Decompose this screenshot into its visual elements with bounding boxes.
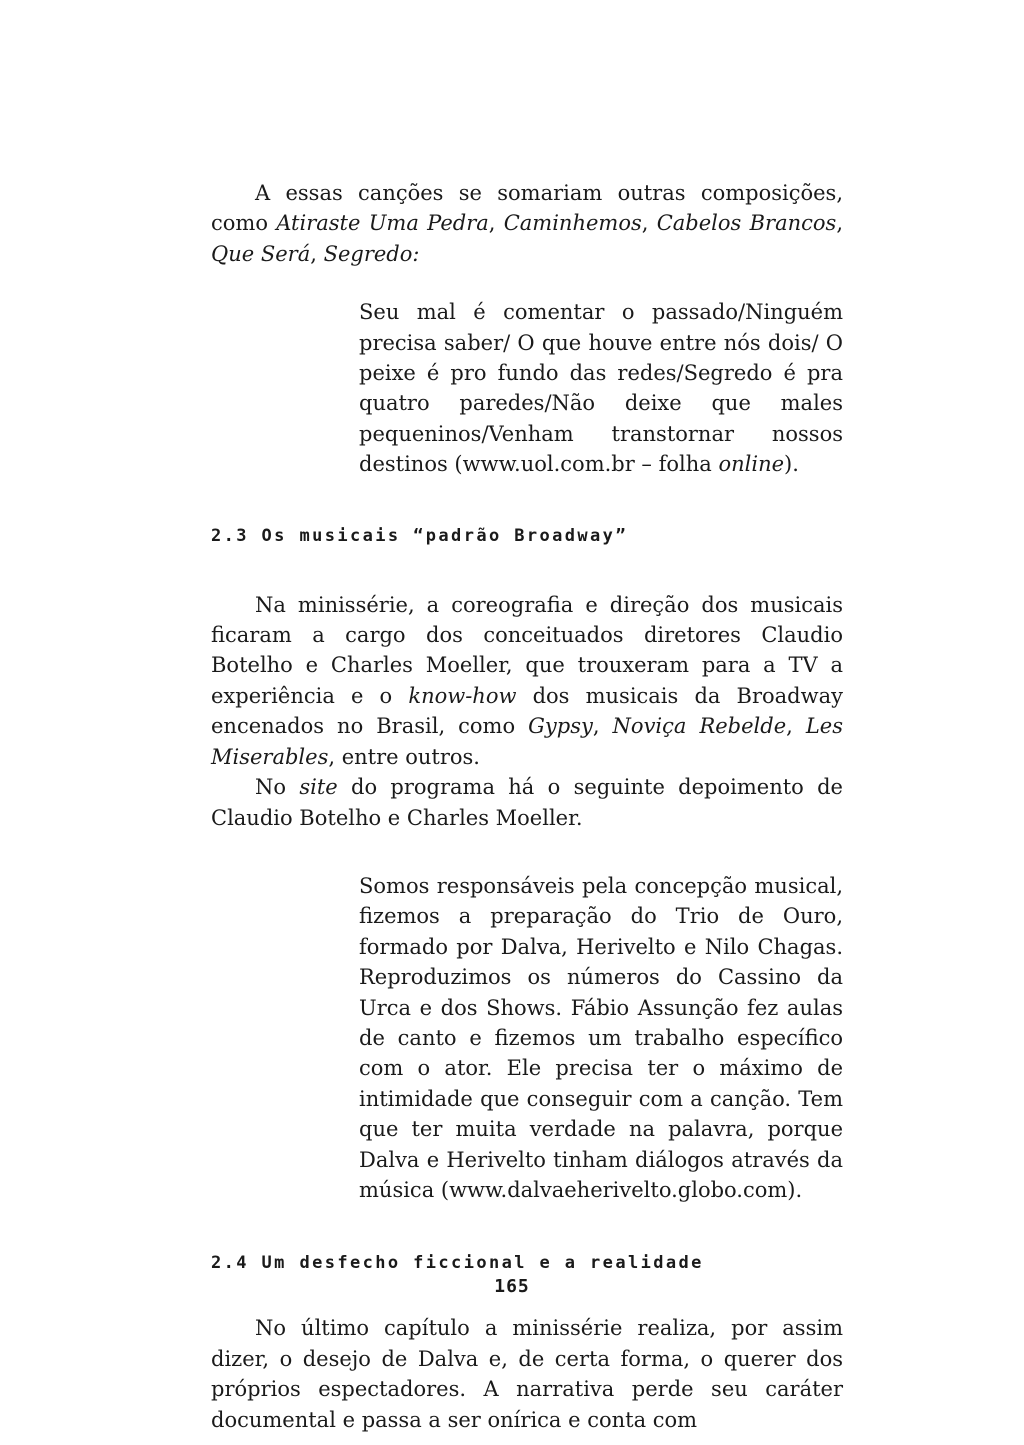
- song-title: Segredo:: [323, 241, 420, 266]
- lyrics-quote: Seu mal é comentar o passado/Ninguém precisa saber/ O que houve entre nós dois/ O peixe é pro fundo das redes/Segredo é pra quatro paredes/Não deixe que males pequeninos/Venham transtornar nossos destinos (www.uol.com.br – folha online).: [359, 300, 843, 477]
- testimony-quote: Somos responsáveis pela concepção musical, fizemos a preparação do Trio de Ouro, formado por Dalva, Herivelto e Nilo Chagas. Reproduzimos os números do Cassino da Urca e dos Shows. Fábio Assunção fez aulas de canto e fizemos um trabalho específico com o ator. Ele precisa ter o máximo de intimidade que conseguir com a canção. Tem que ter muita verdade na palavra, porque Dalva e Herivelto tinham diálogos através da música (www.dalvaeherivelto.globo.com).: [359, 873, 843, 1202]
- show-title: Gypsy: [528, 714, 593, 739]
- page-body: [211, 178, 843, 1435]
- page-number: 165: [494, 1276, 530, 1297]
- intro-lead: A essas canções se somariam outras composições, como: [211, 181, 843, 236]
- section-heading-2-3: 2.3 Os musicais “padrão Broadway”: [211, 525, 628, 546]
- show-title: Les Miserables: [211, 714, 843, 769]
- song-title: Atiraste Uma Pedra: [276, 211, 489, 236]
- show-title: Noviça Rebelde: [612, 714, 787, 739]
- section-heading-2-4: 2.4 Um desfecho ficcional e a realidade: [211, 1253, 704, 1274]
- song-title: Que Será: [211, 241, 311, 266]
- song-title: Cabelos Brancos: [656, 211, 837, 236]
- intro-paragraph: A essas canções se somariam outras composições, como Atiraste Uma Pedra, Caminhemos, Cabelos Brancos, Que Será, Segredo:: [211, 181, 843, 266]
- section-2-3-paragraph-2: No site do programa há o seguinte depoimento de Claudio Botelho e Charles Moeller.: [211, 775, 843, 830]
- section-2-3-paragraph-1: Na minissérie, a coreografia e direção dos musicais ficaram a cargo dos conceituados diretores Claudio Botelho e Charles Moeller, que trouxeram para a TV a experiência e o know-how dos musicais da Broadway encenados no Brasil, como Gypsy, Noviça Rebelde, Les Miserables, entre outros.: [211, 592, 843, 769]
- song-title: Caminhemos: [503, 211, 642, 236]
- section-2-4-paragraph-1: No último capítulo a minissérie realiza, por assim dizer, o desejo de Dalva e, de certa forma, o querer dos próprios espectadores. A narrativa perde seu caráter documental e passa a ser onírica e conta com: [211, 1316, 843, 1432]
